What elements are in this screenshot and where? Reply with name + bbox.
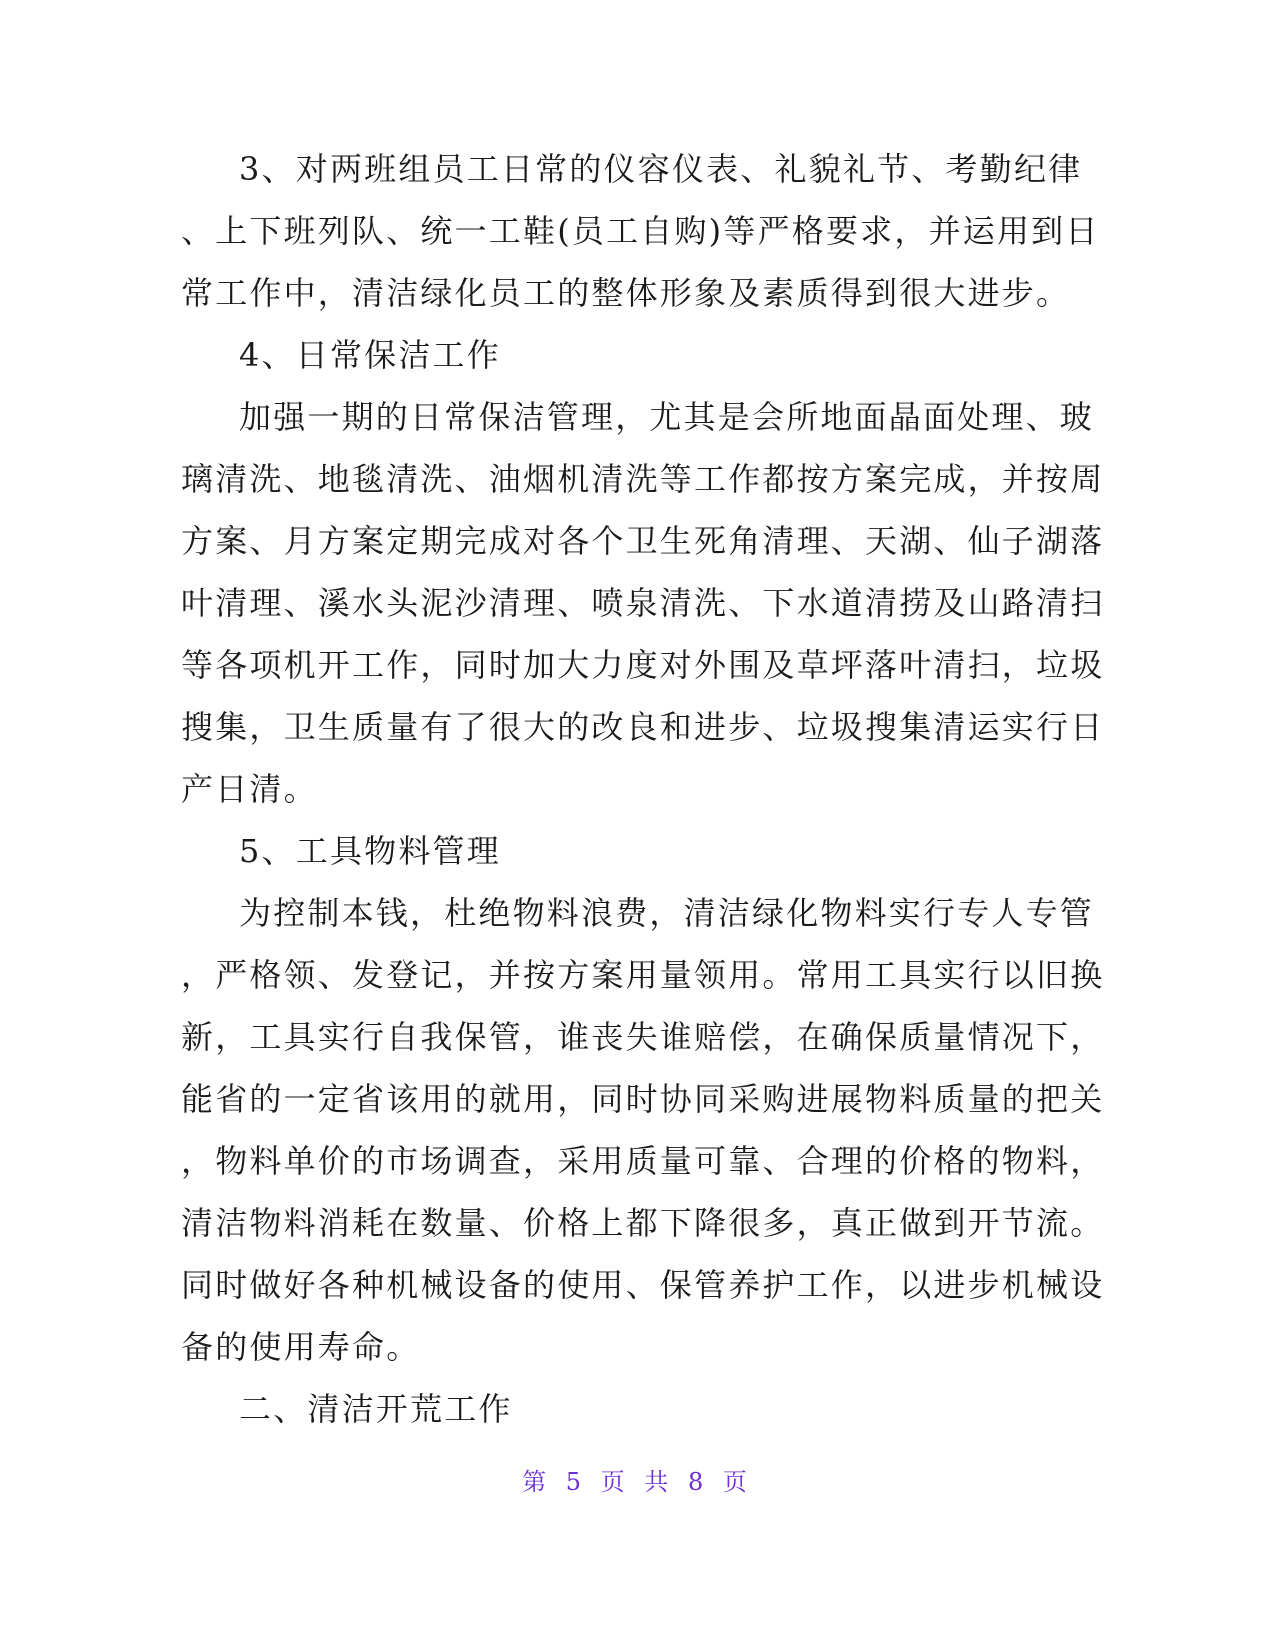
text-line: 、上下班列队、统一工鞋(员工自购)等严格要求，并运用到日 [181,212,1100,250]
text-line: 等各项机开工作，同时加大力度对外围及草坪落叶清扫，垃圾 [181,646,1105,684]
text-line: 为控制本钱，杜绝物料浪费，清洁绿化物料实行专人专管 [239,894,1095,932]
text-line: ，严格领、发登记，并按方案用量领用。常用工具实行以旧换 [181,956,1105,994]
section-heading: 4、日常保洁工作 [239,336,501,374]
page-number-footer: 第 5 页 共 8 页 [522,1468,753,1496]
text-line: 能省的一定省该用的就用，同时协同采购进展物料质量的把关 [181,1080,1105,1118]
text-line: 加强一期的日常保洁管理，尤其是会所地面晶面处理、玻 [239,398,1095,436]
text-line: ，物料单价的市场调查，采用质量可靠、合理的价格的物料， [181,1142,1105,1180]
text-line: 叶清理、溪水头泥沙清理、喷泉清洗、下水道清捞及山路清扫 [181,584,1105,622]
text-line: 备的使用寿命。 [181,1328,421,1366]
section-heading: 二、清洁开荒工作 [239,1390,513,1428]
text-line: 产日清。 [181,770,318,808]
document-body [181,138,1105,1440]
section-heading: 5、工具物料管理 [239,832,501,870]
text-line: 同时做好各种机械设备的使用、保管养护工作，以进步机械设 [181,1266,1105,1304]
text-line: 3、对两班组员工日常的仪容仪表、礼貌礼节、考勤纪律 [239,150,1083,188]
text-line: 清洁物料消耗在数量、价格上都下降很多，真正做到开节流。 [181,1204,1105,1242]
text-line: 常工作中，清洁绿化员工的整体形象及素质得到很大进步。 [181,274,1071,312]
text-line: 方案、月方案定期完成对各个卫生死角清理、天湖、仙子湖落 [181,522,1105,560]
text-line: 新，工具实行自我保管，谁丧失谁赔偿，在确保质量情况下， [181,1018,1105,1056]
text-line: 璃清洗、地毯清洗、油烟机清洗等工作都按方案完成，并按周 [181,460,1105,498]
text-line: 搜集，卫生质量有了很大的改良和进步、垃圾搜集清运实行日 [181,708,1105,746]
